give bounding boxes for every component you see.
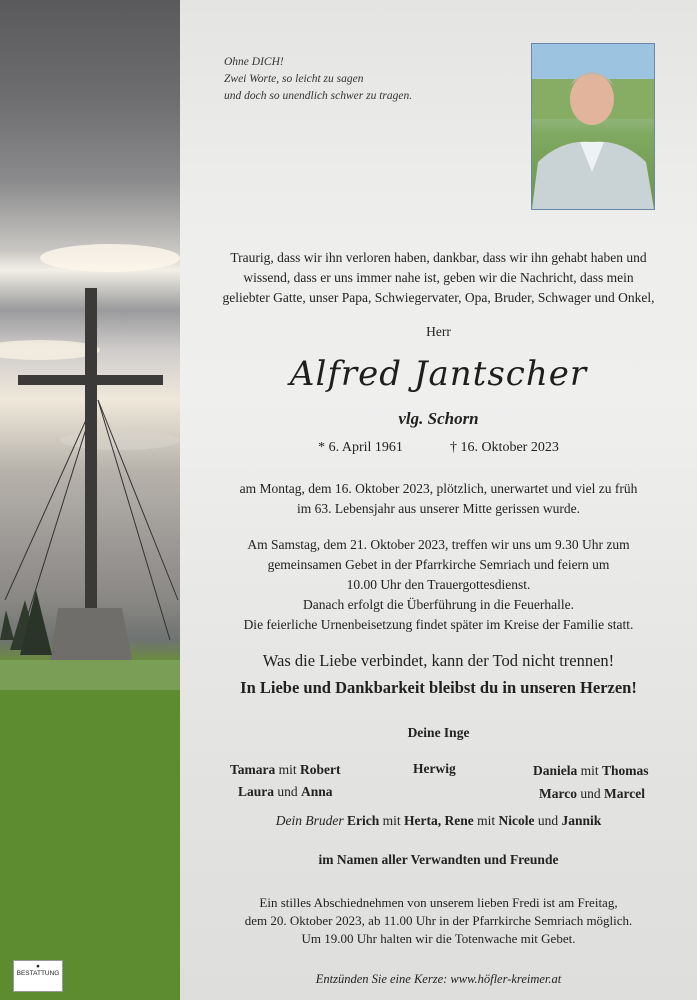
family-left-row2: Laura und Anna bbox=[238, 784, 333, 799]
vulgo-name: vlg. Schorn bbox=[398, 409, 479, 428]
family-right-row2: Marco und Marcel bbox=[539, 786, 645, 801]
wife-name: Deine Inge bbox=[407, 725, 470, 740]
family-center: Herwig bbox=[413, 761, 456, 776]
death-text: am Montag, dem 16. Oktober 2023, plötzlich, unerwartet und viel zu früh im 63. Lebensjahr aus unserer Mitte gerissen wurde. bbox=[239, 481, 638, 516]
title-herr: Herr bbox=[426, 324, 451, 339]
life-dates bbox=[180, 440, 697, 456]
relatives-line: im Namen aller Verwandten und Freunde bbox=[318, 852, 559, 867]
death-date: † 16. Oktober 2023 bbox=[449, 440, 559, 455]
funeral-home-logo: ● BESTATTUNG bbox=[13, 960, 63, 992]
birth-date: * 6. April 1961 bbox=[318, 440, 403, 455]
quote-gratitude: In Liebe und Dankbarkeit bleibst du in unseren Herzen! bbox=[240, 678, 637, 697]
quote-love: Was die Liebe verbindet, kann der Tod nicht trennen! bbox=[262, 651, 615, 670]
portrait-photo bbox=[531, 43, 655, 210]
family-left-row1: Tamara mit Robert bbox=[230, 762, 341, 777]
farewell-text: Ein stilles Abschiednehmen von unserem lieben Fredi ist am Freitag, dem 20. Oktober 2023, ab 11.00 Uhr in der Pfarrkirche Semriach möglich. Um 19.00 Uhr halten wir die Totenwache mit Gebet. bbox=[244, 895, 633, 946]
poem: Ohne DICH! Zwei Worte, so leicht zu sagen und doch so unendlich schwer zu tragen. bbox=[224, 56, 413, 102]
deceased-name: Alfred Jantscher bbox=[289, 354, 588, 394]
candle-link[interactable]: Entzünden Sie eine Kerze: www.höfler-kreimer.at bbox=[315, 972, 562, 986]
intro-text: Traurig, dass wir ihn verloren haben, dankbar, dass wir ihn gehabt haben und wissend, dass er uns immer nahe ist, geben wir die Nachricht, dass mein geliebter Gatte, unser Papa, Schwiegervater, Opa, Bruder, Schwager und Onkel, bbox=[222, 250, 655, 305]
landscape-photo bbox=[0, 0, 180, 1000]
family-right-row1: Daniela mit Thomas bbox=[533, 763, 649, 778]
brother-line: Dein Bruder Erich mit Herta, Rene mit Nicole und Jannik bbox=[275, 813, 602, 828]
funeral-text: Am Samstag, dem 21. Oktober 2023, treffen wir uns um 9.30 Uhr zum gemeinsamen Gebet in der Pfarrkirche Semriach und feiern um 10.00 Uhr den Trauergottesdienst. Danach erfolgt die Überführung in die Feuerhalle. Die feierliche Urnenbeisetzung findet später im Kreise der Familie statt. bbox=[243, 537, 634, 632]
flame-icon: ● bbox=[36, 963, 40, 970]
person-portrait-image bbox=[532, 44, 654, 209]
summit-cross-image bbox=[0, 0, 180, 1000]
